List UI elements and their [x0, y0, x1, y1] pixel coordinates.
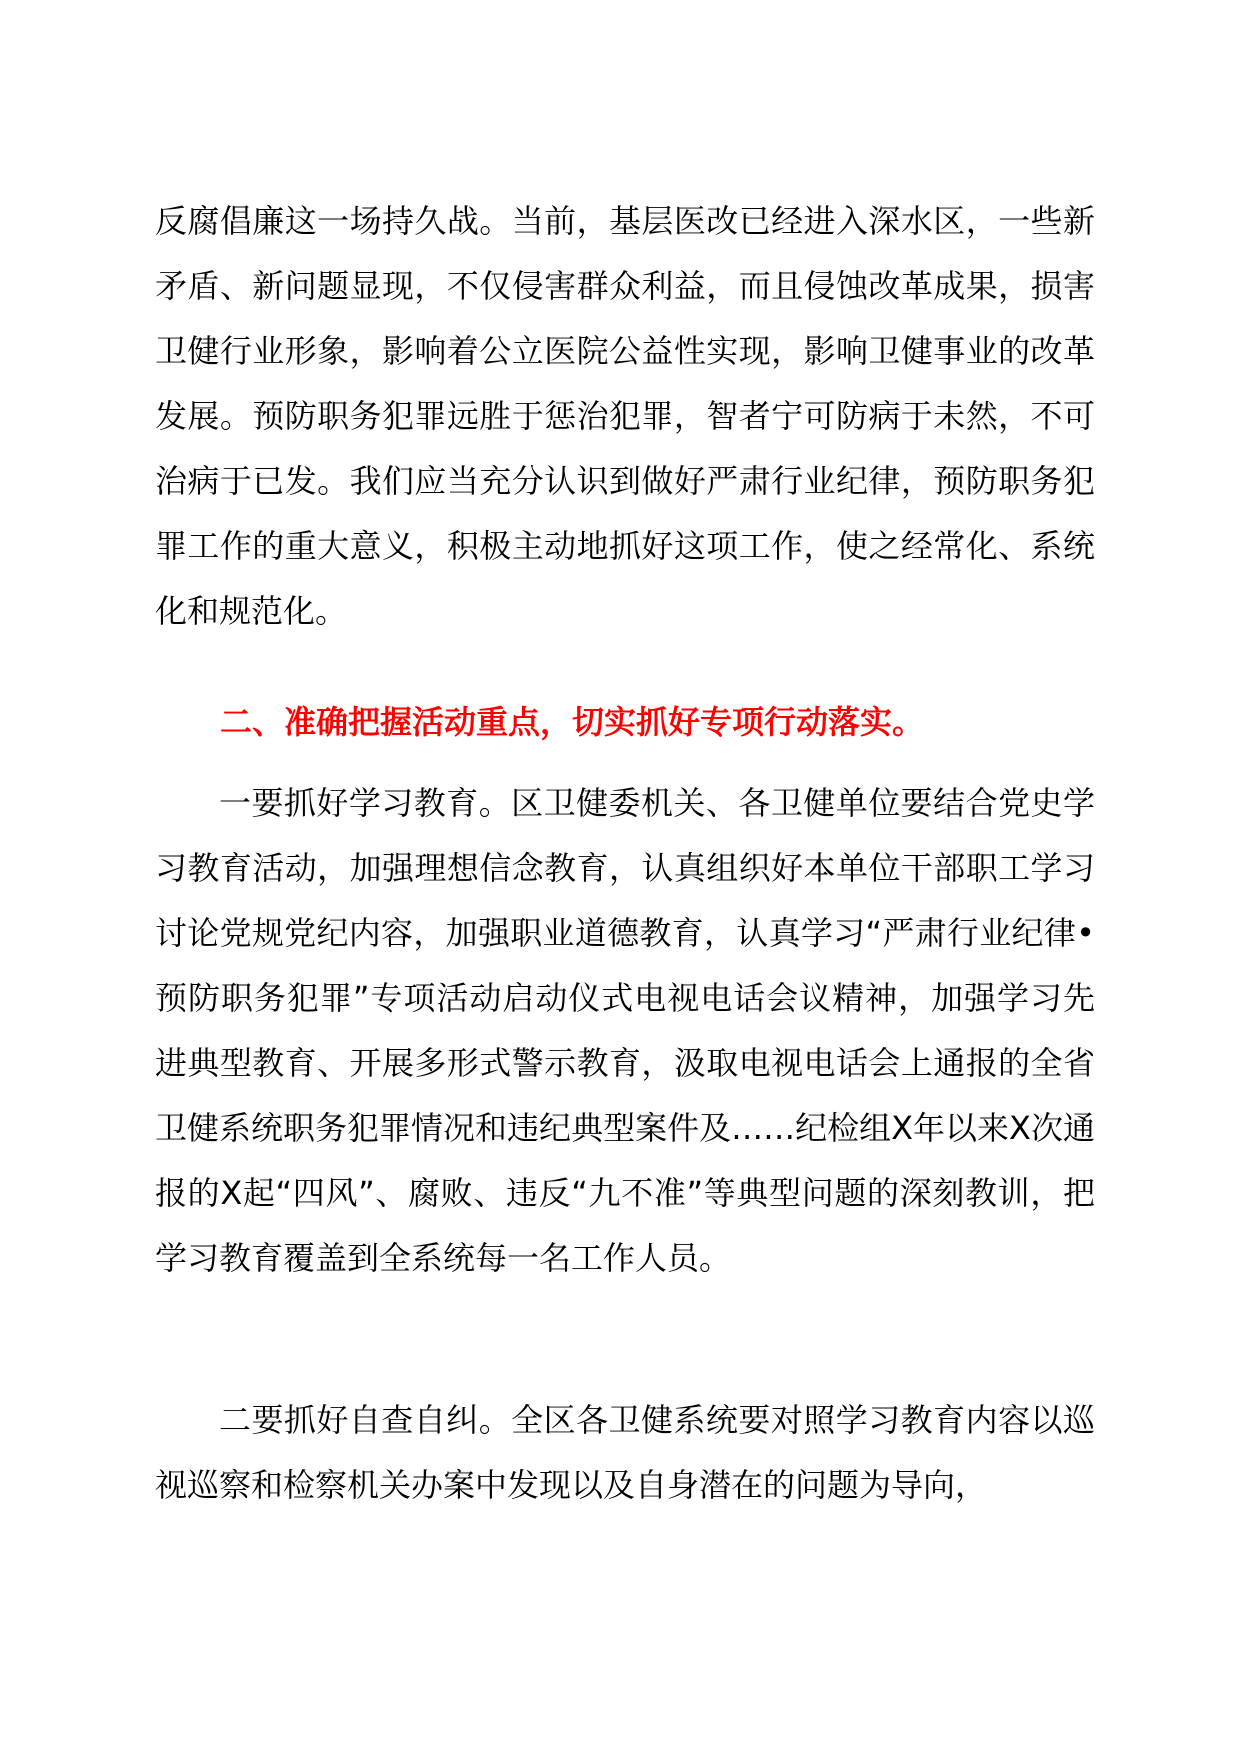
section-heading: 二、准确把握活动重点，切实抓好专项行动落实。: [220, 703, 925, 741]
paragraph-self-check: 二要抓好自查自纠。全区各卫健系统要对照学习教育内容以巡视巡察和检察机关办案中发现以及自身潜在的问题为导向，: [155, 1401, 1095, 1504]
paragraph-continuation: 反腐倡廉这一场持久战。当前，基层医改已经进入深水区，一些新矛盾、新问题显现，不仅侵害群众利益，而且侵蚀改革成果，损害卫健行业形象，影响着公立医院公益性实现，影响卫健事业的改革发展。预防职务犯罪远胜于惩治犯罪，智者宁可防病于未然，不可治病于已发。我们应当充分认识到做好严肃行业纪律，预防职务犯罪工作的重大意义，积极主动地抓好这项工作，使之经常化、系统化和规范化。: [155, 202, 1095, 630]
paragraph-study-education: 一要抓好学习教育。区卫健委机关、各卫健单位要结合党史学习教育活动，加强理想信念教育，认真组织好本单位干部职工学习讨论党规党纪内容，加强职业道德教育，认真学习“严肃行业纪律•预防职务犯罪”专项活动启动仪式电视电话会议精神，加强学习先进典型教育、开展多形式警示教育，汲取电视电话会上通报的全省卫健系统职务犯罪情况和违纪典型案件及……纪检组X年以来X次通报的X起“四风”、腐败、违反“九不准”等典型问题的深刻教训，把学习教育覆盖到全系统每一名工作人员。: [155, 784, 1095, 1277]
